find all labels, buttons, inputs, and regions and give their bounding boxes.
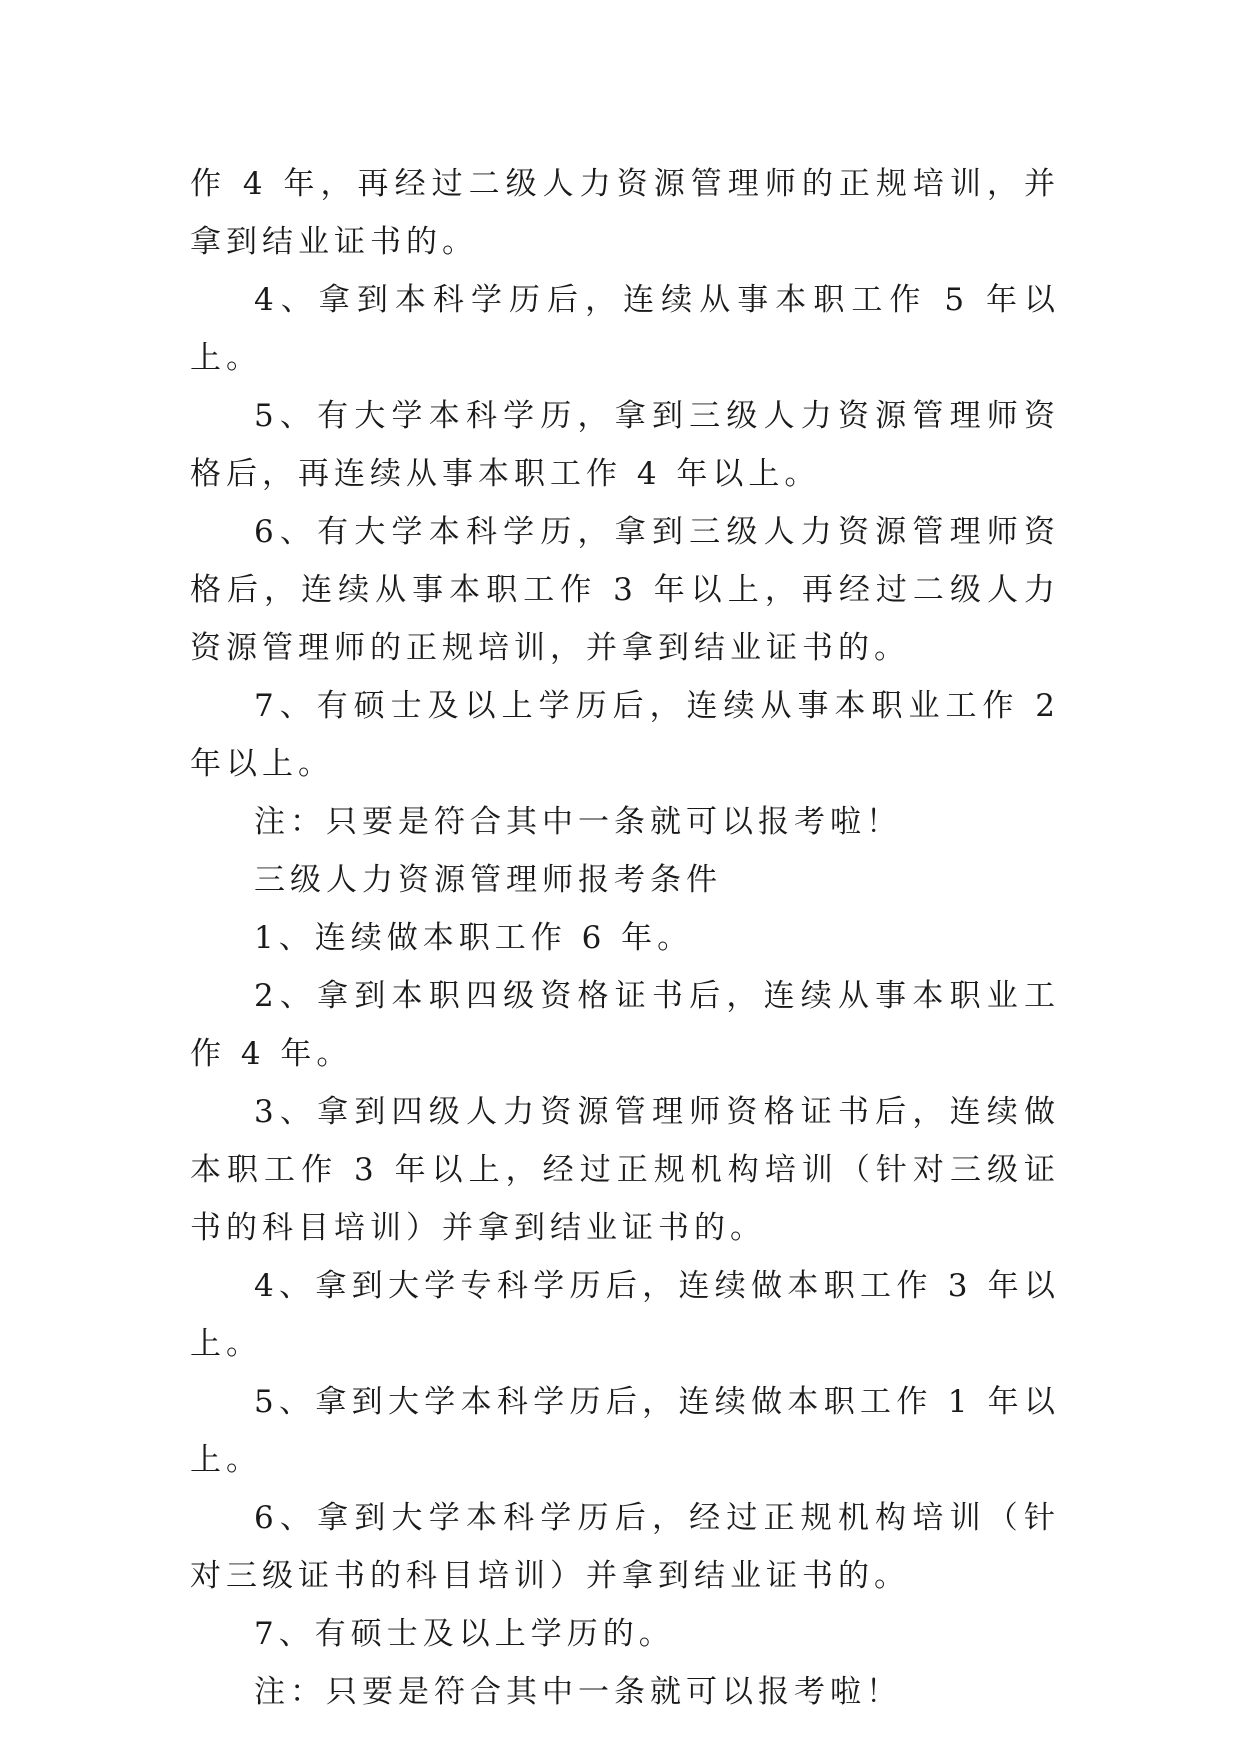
paragraph-item-4b: 4、拿到大学专科学历后，连续做本职工作 3 年以上。 (190, 1268, 1060, 1362)
paragraph-item-5b: 5、拿到大学本科学历后，连续做本职工作 1 年以上。 (190, 1384, 1060, 1478)
paragraph-note-2: 注：只要是符合其中一条就可以报考啦！ (254, 1674, 902, 1710)
paragraph-note: 注：只要是符合其中一条就可以报考啦！ (254, 804, 902, 840)
paragraph-item-7: 7、有硕士及以上学历后，连续从事本职业工作 2 年以上。 (190, 688, 1060, 782)
section-heading: 三级人力资源管理师报考条件 (254, 862, 722, 898)
document-body (190, 155, 1060, 1721)
paragraph-item-2: 2、拿到本职四级资格证书后，连续从事本职业工作 4 年。 (190, 978, 1060, 1072)
paragraph-continued: 作 4 年，再经过二级人力资源管理师的正规培训，并拿到结业证书的。 (190, 166, 1060, 260)
paragraph-item-6: 6、有大学本科学历，拿到三级人力资源管理师资格后，连续从事本职工作 3 年以上，再经过二级人力资源管理师的正规培训，并拿到结业证书的。 (190, 514, 1060, 666)
paragraph-item-3: 3、拿到四级人力资源管理师资格证书后，连续做本职工作 3 年以上，经过正规机构培训（针对三级证书的科目培训）并拿到结业证书的。 (190, 1094, 1060, 1246)
paragraph-item-1: 1、连续做本职工作 6 年。 (254, 920, 694, 956)
paragraph-item-7b: 7、有硕士及以上学历的。 (254, 1616, 675, 1652)
paragraph-item-4: 4、拿到本科学历后，连续从事本职工作 5 年以上。 (190, 282, 1060, 376)
paragraph-item-6b: 6、拿到大学本科学历后，经过正规机构培训（针对三级证书的科目培训）并拿到结业证书的。 (190, 1500, 1060, 1594)
paragraph-item-5: 5、有大学本科学历，拿到三级人力资源管理师资格后，再连续从事本职工作 4 年以上。 (190, 398, 1060, 492)
